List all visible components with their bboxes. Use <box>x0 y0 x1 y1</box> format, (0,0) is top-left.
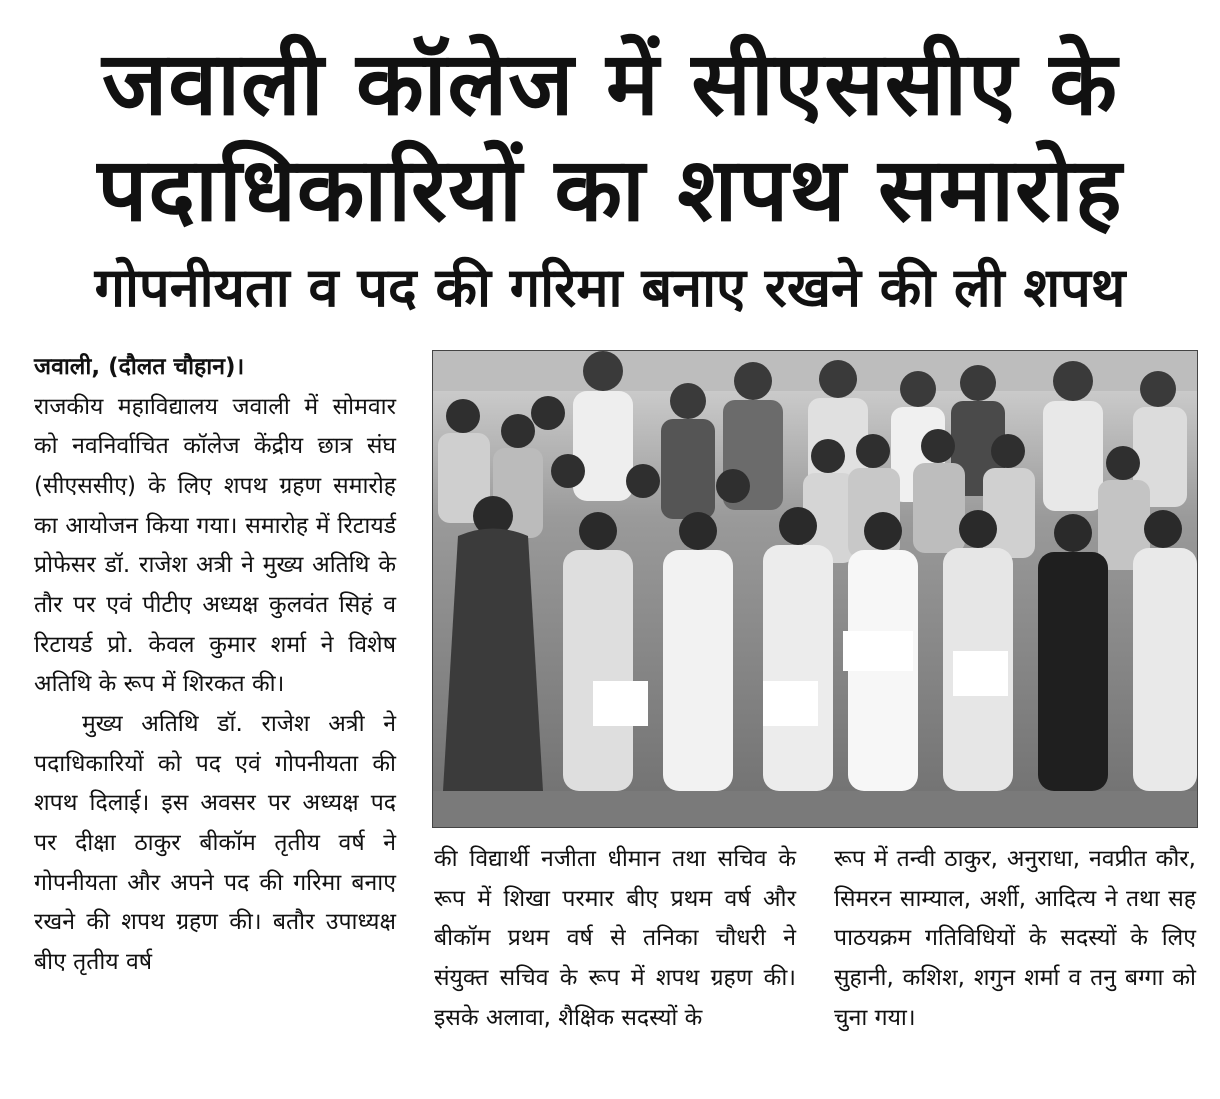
headline-line-1: जवाली कॉलेज में सीएससीए के <box>102 32 1118 135</box>
article-column-1 <box>34 348 396 983</box>
article-col2-text: की विद्यार्थी नजीता धीमान तथा सचिव के रूप में शिखा परमार बीए प्रथम वर्ष और बीकॉम प्रथम वर्ष से तनिका चौधरी ने संयुक्त सचिव के रूप में शपथ ग्रहण की। इसके अलावा, शैक्षिक सदस्यों के <box>434 846 796 1031</box>
group-photo <box>432 350 1198 828</box>
article-paragraph-2: मुख्य अतिथि डॉ. राजेश अत्री ने पदाधिकारियों को पद एवं गोपनीयता की शपथ दिलाई। इस अवसर पर अध्यक्ष पद पर दीक्षा ठाकुर बीकॉम तृतीय वर्ष ने गोपनीयता और अपने पद की गरिमा बनाए रखने की शपथ ग्रहण की। बतौर उपाध्यक्ष बीए तृतीय वर्ष <box>34 711 396 976</box>
headline-line-2: पदाधिकारियों का शपथ समारोह <box>97 138 1123 241</box>
article-column-3 <box>834 840 1196 1038</box>
subheadline: गोपनीयता व पद की गरिमा बनाए रखने की ली शपथ <box>94 256 1126 319</box>
article-paragraph-1: राजकीय महाविद्यालय जवाली में सोमवार को नवनिर्वाचित कॉलेज केंद्रीय छात्र संघ (सीएससीए) के लिए शपथ ग्रहण समारोह का आयोजन किया गया। समारोह में रिटायर्ड प्रोफेसर डॉ. राजेश अत्री ने मुख्य अतिथि के तौर पर एवं पीटीए अध्यक्ष कुलवंत सिहं व रिटायर्ड प्रो. केवल कुमार शर्मा ने विशेष अतिथि के रूप में शिरकत की। <box>34 393 396 698</box>
article-column-2 <box>434 840 796 1038</box>
article-col3-text: रूप में तन्वी ठाकुर, अनुराधा, नवप्रीत कौर, सिमरन साम्याल, अर्शी, आदित्य ने तथा सह पाठयक्रम गतिविधियों के सदस्यों के लिए सुहानी, कशिश, शगुन शर्मा व तनु बग्गा को चुना गया। <box>834 846 1196 1031</box>
dateline: जवाली, (दौलत चौहान)। <box>34 354 245 380</box>
